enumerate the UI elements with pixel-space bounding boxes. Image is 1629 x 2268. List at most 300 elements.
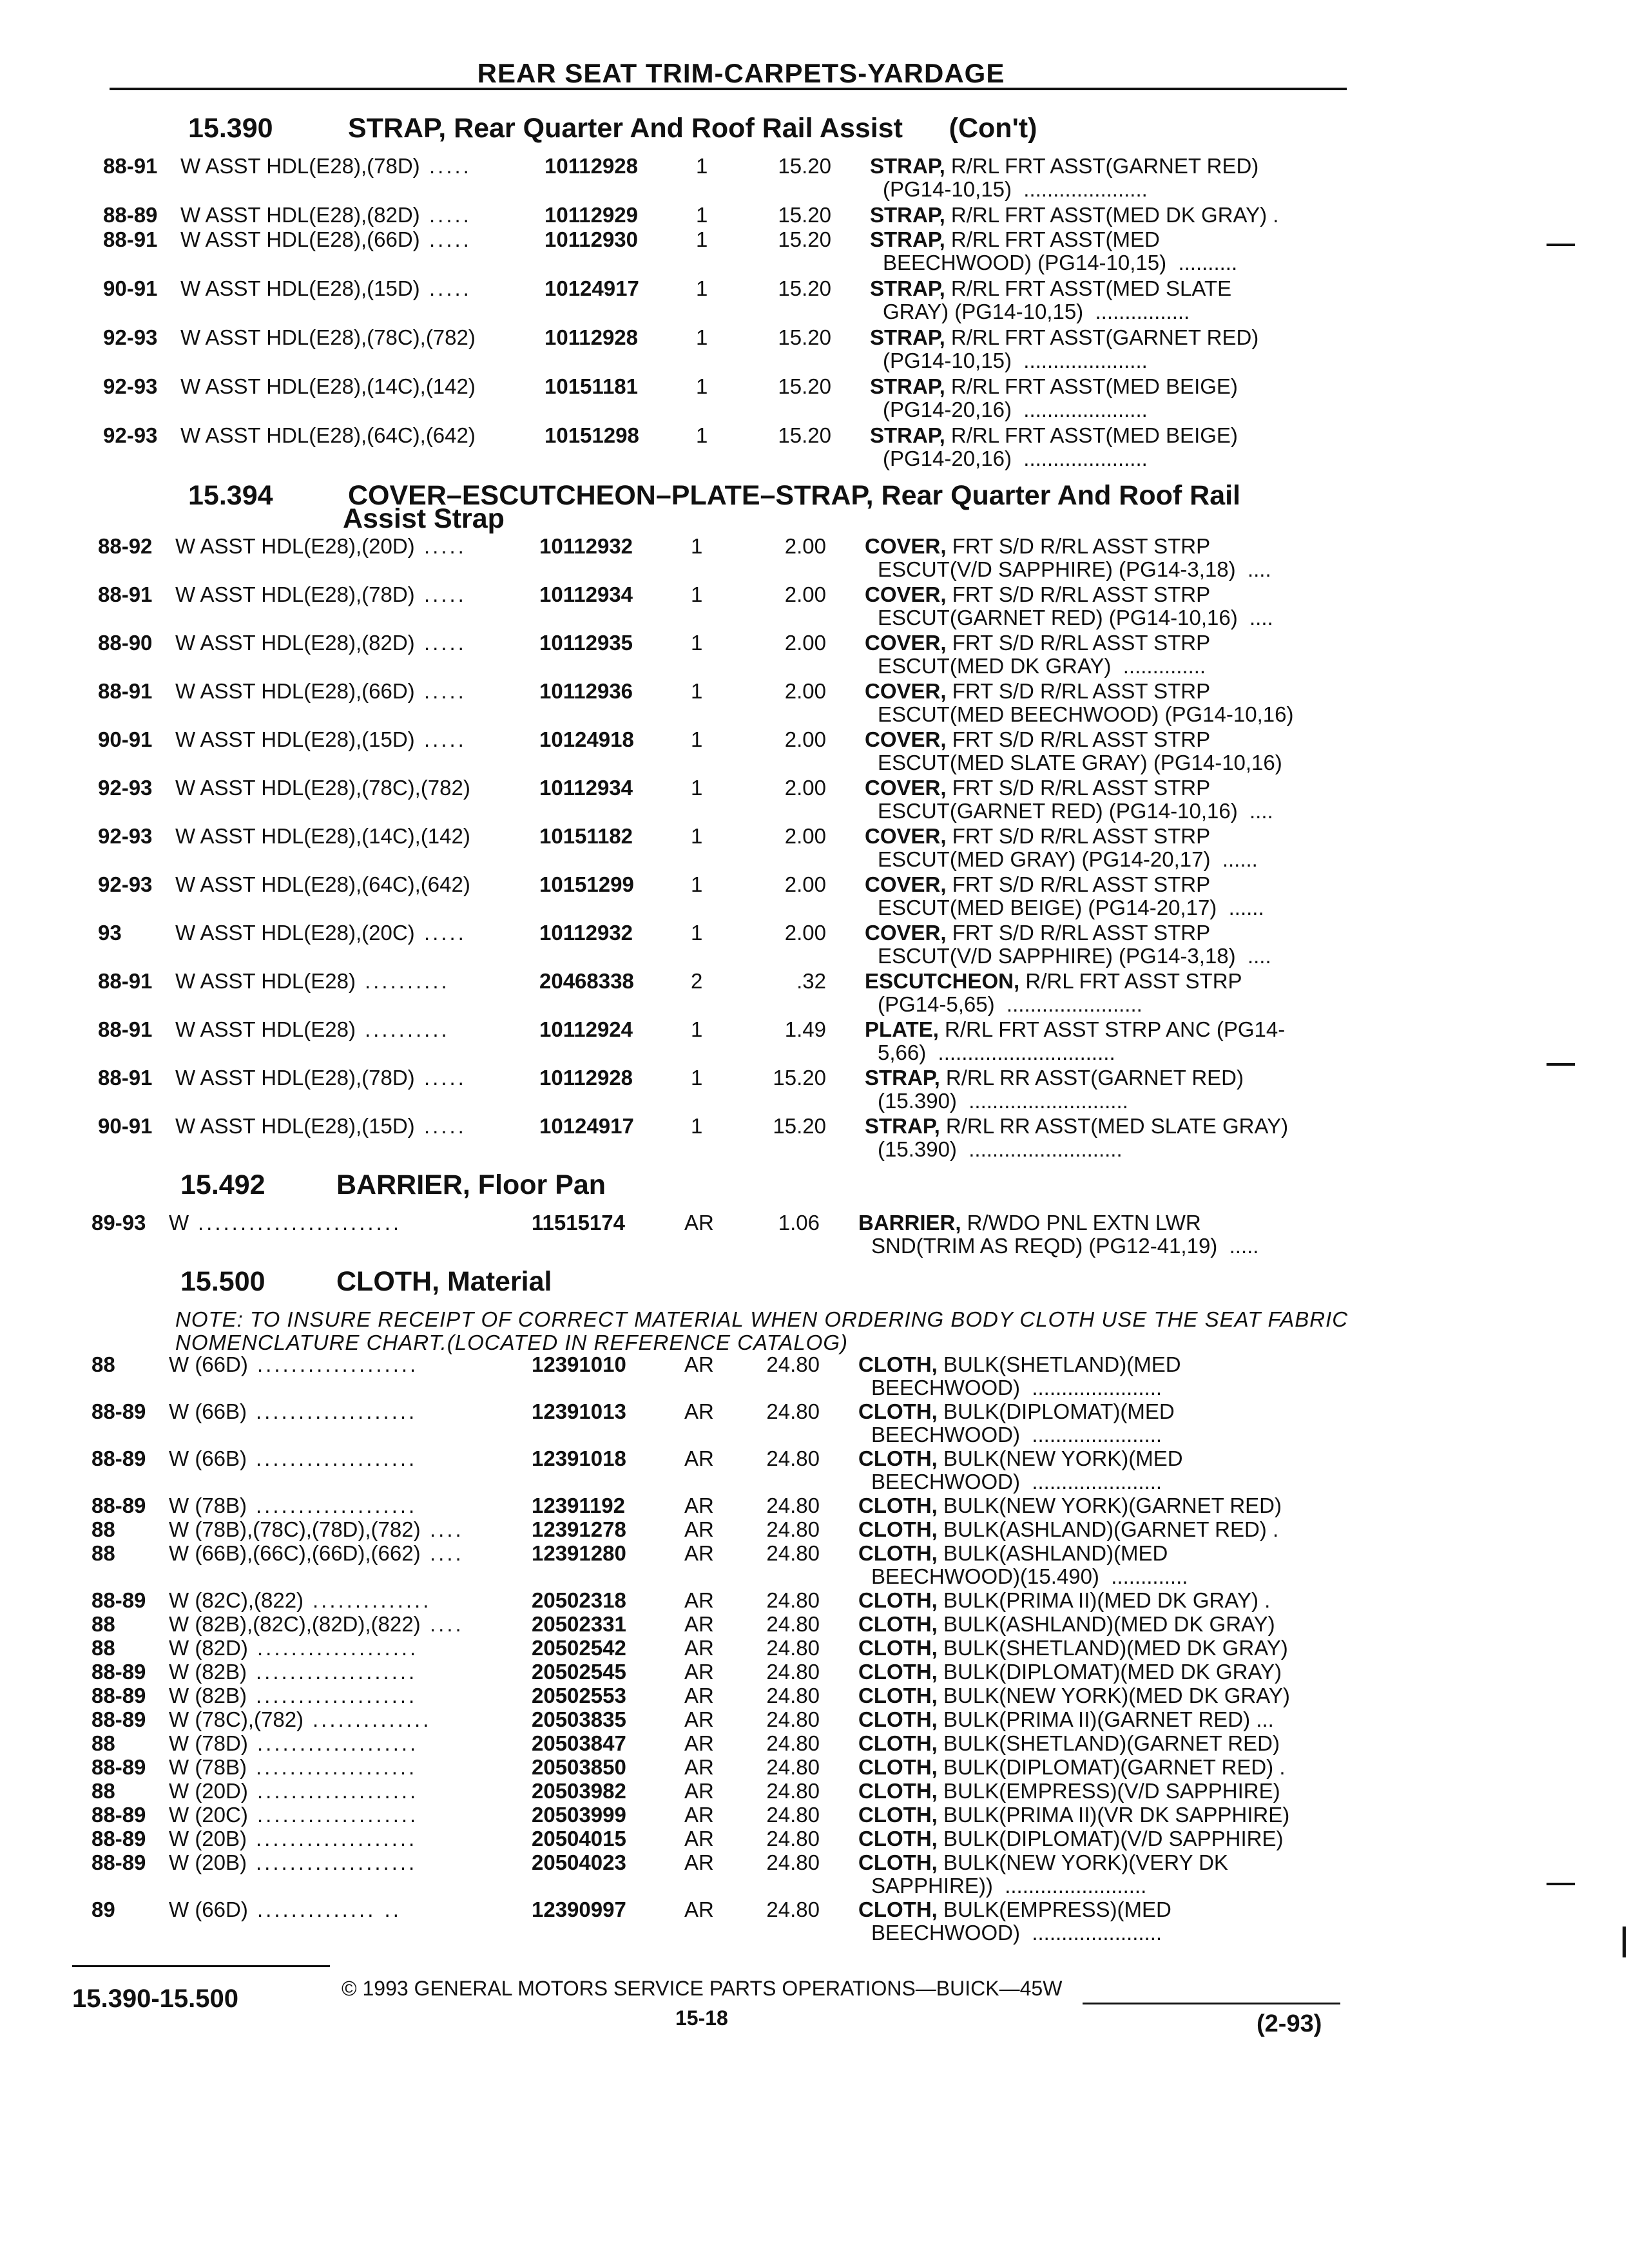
description-text: BULK(DIPLOMAT)(MED — [937, 1399, 1175, 1423]
quantity: AR — [684, 1803, 714, 1827]
description-continued: (PG14-5,65) ....................... — [878, 992, 1142, 1016]
model-code: W ASST HDL(E28),(66D) — [175, 679, 415, 703]
price: 15.20 — [778, 325, 831, 349]
description — [858, 1684, 1290, 1707]
price: 24.80 — [766, 1850, 820, 1874]
price: 2.00 — [784, 727, 826, 751]
quantity: AR — [684, 1660, 714, 1684]
price: 24.80 — [766, 1803, 820, 1827]
leader-dots: ................... — [256, 1850, 418, 1874]
description-noun: ESCUTCHEON, — [865, 969, 1020, 993]
description-text: R/RL RR ASST(GARNET RED) — [940, 1066, 1244, 1090]
leader-dots: ..... — [429, 276, 472, 300]
description-noun: STRAP, — [865, 1114, 940, 1138]
price: 15.20 — [773, 1114, 826, 1138]
description-continued: (PG14-20,16) ..................... — [883, 398, 1148, 421]
quantity: AR — [684, 1684, 714, 1707]
description-noun: CLOTH, — [858, 1399, 938, 1423]
leader-dots: .............. — [313, 1588, 432, 1612]
quantity: AR — [684, 1827, 714, 1850]
description-text: R/RL RR ASST(MED SLATE GRAY) — [940, 1114, 1289, 1138]
model-code: W ASST HDL(E28),(14C),(142) — [180, 374, 476, 398]
section-title: COVER–ESCUTCHEON–PLATE–STRAP, Rear Quarter And Roof Rail — [348, 480, 1241, 511]
price: 2.00 — [784, 631, 826, 655]
part-number: 10112928 — [539, 1066, 633, 1090]
year-range: 88-89 — [92, 1827, 146, 1850]
description — [865, 873, 1210, 896]
leader-dots: ................... — [257, 1352, 419, 1376]
description-noun: CLOTH, — [858, 1446, 938, 1470]
description-noun: CLOTH, — [858, 1636, 938, 1660]
model-code: W (66D) — [169, 1898, 248, 1921]
part-number: 10112928 — [545, 154, 639, 178]
model-code: W (78D) — [169, 1731, 248, 1755]
description-text: BULK(NEW YORK)(GARNET RED) — [937, 1494, 1282, 1517]
model-code: W (78C),(782) — [169, 1707, 304, 1731]
model-code: W (66D) — [169, 1352, 248, 1376]
section-title-continued: Assist Strap — [343, 503, 505, 534]
price: 24.80 — [766, 1636, 820, 1660]
description-text: BULK(SHETLAND)(MED — [937, 1352, 1181, 1376]
year-range: 92-93 — [103, 374, 158, 398]
year-range: 88-89 — [92, 1399, 146, 1423]
leader-dots: .............. — [313, 1707, 432, 1731]
description — [870, 204, 1278, 227]
part-number: 12391192 — [532, 1494, 626, 1517]
model-code: W ASST HDL(E28),(14C),(142) — [175, 824, 470, 848]
year-range: 88-89 — [92, 1803, 146, 1827]
price: 24.80 — [766, 1755, 820, 1779]
leader-dots: ................... — [256, 1446, 418, 1470]
description-noun: CLOTH, — [858, 1707, 938, 1731]
section-number: 15.500 — [180, 1266, 265, 1297]
part-number: 20502553 — [532, 1684, 626, 1707]
margin-mark — [1547, 244, 1575, 246]
description-text: BULK(SHETLAND)(GARNET RED) — [937, 1731, 1280, 1755]
leader-dots: ................... — [256, 1684, 418, 1707]
description-continued: ESCUT(V/D SAPPHIRE) (PG14-3,18) .... — [878, 944, 1271, 968]
footer-rule-right — [1083, 2003, 1340, 2004]
footer-section-range: 15.390-15.500 — [72, 1984, 239, 2013]
part-number: 10112934 — [539, 582, 633, 606]
year-range: 92-93 — [98, 776, 153, 800]
model-code: W ASST HDL(E28) — [175, 969, 356, 993]
description-continued: ESCUT(V/D SAPPHIRE) (PG14-3,18) .... — [878, 557, 1271, 581]
part-number: 10151182 — [539, 824, 633, 848]
description-noun: CLOTH, — [858, 1755, 938, 1779]
description — [865, 825, 1210, 848]
section-title: BARRIER, Floor Pan — [336, 1169, 606, 1200]
year-range: 88-90 — [98, 631, 153, 655]
quantity: 1 — [691, 582, 703, 606]
part-number: 10151181 — [545, 374, 639, 398]
model-code: W (78B) — [169, 1755, 247, 1779]
description — [865, 1115, 1288, 1138]
description — [865, 728, 1210, 751]
section-title: CLOTH, Material — [336, 1266, 552, 1297]
description-noun: STRAP, — [865, 1066, 940, 1090]
description-noun: BARRIER, — [858, 1211, 961, 1235]
description — [858, 1613, 1275, 1636]
model-code: W ASST HDL(E28),(78C),(782) — [180, 325, 476, 349]
part-number: 20503982 — [532, 1779, 626, 1803]
leader-dots: .............. .. — [257, 1898, 401, 1921]
description — [870, 155, 1258, 178]
description-noun: COVER, — [865, 776, 947, 800]
part-number: 20502331 — [532, 1612, 626, 1636]
model-code: W (82D) — [169, 1636, 248, 1660]
footer-rule-left — [72, 1965, 330, 1967]
description-text: R/RL FRT ASST(MED DK GRAY) . — [945, 203, 1279, 227]
price: 15.20 — [778, 423, 831, 447]
leader-dots: ................... — [257, 1779, 419, 1803]
model-code: W ASST HDL(E28),(15D) — [175, 727, 415, 751]
description-text: FRT S/D R/RL ASST STRP — [946, 534, 1211, 558]
part-number: 10112929 — [545, 203, 639, 227]
description — [858, 1542, 1168, 1565]
part-number: 10112935 — [539, 631, 633, 655]
footer-copyright: © 1993 GENERAL MOTORS SERVICE PARTS OPERATIONS—BUICK—45W — [342, 1977, 1063, 2000]
price: 24.80 — [766, 1684, 820, 1707]
year-range: 88-91 — [98, 582, 153, 606]
model-code: W ASST HDL(E28),(78D) — [175, 1066, 415, 1090]
quantity: 1 — [696, 154, 708, 178]
leader-dots: ................... — [256, 1399, 418, 1423]
description-text: R/RL FRT ASST STRP — [1019, 969, 1242, 993]
quantity: 1 — [696, 374, 708, 398]
description — [870, 326, 1258, 349]
part-number: 20502545 — [532, 1660, 626, 1684]
model-code: W (66B) — [169, 1446, 247, 1470]
quantity: 1 — [696, 227, 708, 251]
leader-dots: .... — [430, 1612, 464, 1636]
section-number: 15.390 — [188, 113, 273, 144]
model-code: W (20B) — [169, 1850, 247, 1874]
description-text: FRT S/D R/RL ASST STRP — [946, 727, 1211, 751]
price: 15.20 — [778, 374, 831, 398]
description-noun: COVER, — [865, 824, 947, 848]
description-text: R/WDO PNL EXTN LWR — [961, 1211, 1201, 1235]
section-note: NOTE: TO INSURE RECEIPT OF CORRECT MATERIAL WHEN ORDERING BODY CLOTH USE THE SEAT FABRIC NOMENCLATURE CHART.(LOCATED IN REFERENCE CATALOG) — [175, 1307, 1349, 1354]
description — [865, 970, 1242, 993]
quantity: AR — [684, 1211, 714, 1235]
leader-dots: ................... — [256, 1660, 418, 1684]
description-noun: CLOTH, — [858, 1898, 938, 1921]
year-range: 88 — [92, 1352, 115, 1376]
description — [870, 424, 1238, 447]
description-continued: BEECHWOOD) ...................... — [871, 1423, 1162, 1446]
description-text: R/RL FRT ASST(MED SLATE — [945, 276, 1232, 300]
description-continued: ESCUT(MED SLATE GRAY) (PG14-10,16) — [878, 751, 1282, 774]
description-noun: CLOTH, — [858, 1541, 938, 1565]
description — [858, 1803, 1289, 1827]
year-range: 88 — [92, 1517, 115, 1541]
year-range: 88 — [92, 1779, 115, 1803]
description-noun: COVER, — [865, 631, 947, 655]
description-continued: BEECHWOOD) ...................... — [871, 1470, 1162, 1494]
description-noun: CLOTH, — [858, 1803, 938, 1827]
description-noun: CLOTH, — [858, 1517, 938, 1541]
price: 24.80 — [766, 1352, 820, 1376]
description-noun: COVER, — [865, 582, 947, 606]
part-number: 10112932 — [539, 921, 633, 945]
description — [858, 1637, 1288, 1660]
year-range: 88-91 — [98, 1066, 153, 1090]
year-range: 88-89 — [92, 1707, 146, 1731]
description-noun: CLOTH, — [858, 1827, 938, 1850]
model-code: W ASST HDL(E28),(64C),(642) — [180, 423, 476, 447]
year-range: 89 — [92, 1898, 115, 1921]
description-text: FRT S/D R/RL ASST STRP — [946, 582, 1211, 606]
description-noun: STRAP, — [870, 227, 945, 251]
price: 24.80 — [766, 1779, 820, 1803]
leader-dots: ..... — [429, 227, 472, 251]
description-text: FRT S/D R/RL ASST STRP — [946, 824, 1211, 848]
description-text: R/RL FRT ASST(MED — [945, 227, 1160, 251]
description-continued: BEECHWOOD) ...................... — [871, 1376, 1162, 1399]
price: 2.00 — [784, 534, 826, 558]
description — [865, 1066, 1244, 1090]
leader-dots: ................... — [256, 1494, 418, 1517]
quantity: 1 — [691, 631, 703, 655]
description-continued: ESCUT(MED DK GRAY) .............. — [878, 654, 1206, 678]
model-code: W (66B) — [169, 1399, 247, 1423]
description-noun: CLOTH, — [858, 1588, 938, 1612]
description — [865, 776, 1210, 800]
model-code: W (82B),(82C),(82D),(822) — [169, 1612, 421, 1636]
price: 24.80 — [766, 1399, 820, 1423]
part-number: 20504023 — [532, 1850, 626, 1874]
description-continued: ESCUT(GARNET RED) (PG14-10,16) .... — [878, 799, 1273, 823]
description — [858, 1780, 1280, 1803]
model-code: W ASST HDL(E28),(78D) — [175, 582, 415, 606]
description-text: BULK(PRIMA II)(MED DK GRAY) . — [937, 1588, 1271, 1612]
description-noun: COVER, — [865, 534, 947, 558]
year-range: 88-89 — [103, 203, 158, 227]
part-number: 10124917 — [545, 276, 639, 300]
description — [870, 228, 1160, 251]
description-text: BULK(NEW YORK)(MED DK GRAY) — [937, 1684, 1290, 1707]
description-text: R/RL FRT ASST(MED BEIGE) — [945, 374, 1238, 398]
price: 15.20 — [778, 276, 831, 300]
model-code: W (20C) — [169, 1803, 248, 1827]
quantity: 1 — [691, 1114, 703, 1138]
price: 24.80 — [766, 1446, 820, 1470]
price: 15.20 — [778, 203, 831, 227]
year-range: 88-89 — [92, 1850, 146, 1874]
margin-bar — [1623, 1927, 1626, 1957]
description — [858, 1589, 1270, 1612]
part-number: 10112928 — [545, 325, 639, 349]
leader-dots: .... — [430, 1517, 464, 1541]
description-text: BULK(ASHLAND)(MED — [937, 1541, 1168, 1565]
description-continued: ESCUT(MED BEIGE) (PG14-20,17) ...... — [878, 896, 1264, 919]
description-noun: CLOTH, — [858, 1779, 938, 1803]
part-number: 20502318 — [532, 1588, 626, 1612]
quantity: AR — [684, 1541, 714, 1565]
quantity: AR — [684, 1612, 714, 1636]
leader-dots: ..... — [424, 1114, 467, 1138]
price: 2.00 — [784, 921, 826, 945]
description — [865, 921, 1210, 945]
part-number: 20468338 — [539, 969, 634, 993]
part-number: 10112930 — [545, 227, 639, 251]
description-continued: (15.390) .......................... — [878, 1137, 1123, 1161]
part-number: 12391013 — [532, 1399, 626, 1423]
quantity: AR — [684, 1517, 714, 1541]
description-continued: ESCUT(MED GRAY) (PG14-20,17) ...... — [878, 847, 1258, 871]
quantity: AR — [684, 1898, 714, 1921]
description — [865, 583, 1210, 606]
leader-dots: ..... — [424, 921, 467, 945]
description-continued: BEECHWOOD) (PG14-10,15) .......... — [883, 251, 1238, 274]
price: 24.80 — [766, 1660, 820, 1684]
leader-dots: ................... — [256, 1755, 418, 1779]
description-text: FRT S/D R/RL ASST STRP — [946, 921, 1211, 945]
quantity: 1 — [696, 203, 708, 227]
description — [865, 1018, 1285, 1041]
section-number: 15.394 — [188, 480, 273, 511]
year-range: 93 — [98, 921, 122, 945]
model-code: W (82B) — [169, 1660, 247, 1684]
description-continued: GRAY) (PG14-10,15) ................ — [883, 300, 1190, 323]
quantity: 1 — [691, 1017, 703, 1041]
model-code: W (78B) — [169, 1494, 247, 1517]
year-range: 88-91 — [98, 679, 153, 703]
quantity: 1 — [691, 1066, 703, 1090]
description-text: FRT S/D R/RL ASST STRP — [946, 776, 1211, 800]
year-range: 92-93 — [103, 423, 158, 447]
leader-dots: ................... — [257, 1636, 419, 1660]
quantity: 1 — [691, 921, 703, 945]
quantity: 1 — [696, 276, 708, 300]
quantity: AR — [684, 1352, 714, 1376]
model-code: W (82B) — [169, 1684, 247, 1707]
description — [865, 631, 1210, 655]
year-range: 88-89 — [92, 1588, 146, 1612]
description — [858, 1756, 1286, 1779]
description-text: BULK(EMPRESS)(MED — [937, 1898, 1171, 1921]
quantity: 1 — [696, 423, 708, 447]
year-range: 88-89 — [92, 1494, 146, 1517]
part-number: 12391010 — [532, 1352, 626, 1376]
description-text: FRT S/D R/RL ASST STRP — [946, 679, 1211, 703]
description-continued: (PG14-10,15) ..................... — [883, 177, 1148, 201]
price: 1.06 — [778, 1211, 820, 1235]
model-code: W — [169, 1211, 189, 1235]
description — [858, 1660, 1282, 1684]
description-noun: STRAP, — [870, 374, 945, 398]
description-noun: COVER, — [865, 679, 947, 703]
model-code: W (66B),(66C),(66D),(662) — [169, 1541, 421, 1565]
description-noun: CLOTH, — [858, 1352, 938, 1376]
year-range: 90-91 — [98, 727, 153, 751]
model-code: W ASST HDL(E28),(78D) — [180, 154, 420, 178]
price: 1.49 — [784, 1017, 826, 1041]
section-number: 15.492 — [180, 1169, 265, 1200]
description-continued: (15.390) ........................... — [878, 1089, 1128, 1113]
model-code: W ASST HDL(E28),(20D) — [175, 534, 415, 558]
description-noun: COVER, — [865, 921, 947, 945]
margin-mark — [1547, 1063, 1575, 1066]
description-noun: STRAP, — [870, 276, 945, 300]
description-continued: SAPPHIRE)) ........................ — [871, 1874, 1147, 1898]
price: 24.80 — [766, 1517, 820, 1541]
year-range: 88-91 — [103, 227, 158, 251]
part-number: 20503999 — [532, 1803, 626, 1827]
model-code: W (82C),(822) — [169, 1588, 304, 1612]
year-range: 88 — [92, 1731, 115, 1755]
price: 15.20 — [773, 1066, 826, 1090]
quantity: AR — [684, 1707, 714, 1731]
price: 15.20 — [778, 227, 831, 251]
description — [858, 1518, 1278, 1541]
description-noun: COVER, — [865, 872, 947, 896]
description-text: R/RL FRT ASST STRP ANC (PG14- — [938, 1017, 1286, 1041]
description-continued: 5,66) .............................. — [878, 1041, 1115, 1064]
part-number: 20502542 — [532, 1636, 626, 1660]
quantity: AR — [684, 1850, 714, 1874]
year-range: 88-91 — [98, 1017, 153, 1041]
part-number: 11515174 — [532, 1211, 626, 1235]
model-code: W ASST HDL(E28),(82D) — [180, 203, 420, 227]
price: 24.80 — [766, 1588, 820, 1612]
price: 24.80 — [766, 1494, 820, 1517]
description — [870, 375, 1238, 398]
description — [858, 1708, 1274, 1731]
description-noun: STRAP, — [870, 154, 945, 178]
description-text: BULK(PRIMA II)(GARNET RED) ... — [937, 1707, 1274, 1731]
leader-dots: ..... — [429, 203, 472, 227]
description-text: BULK(ASHLAND)(GARNET RED) . — [937, 1517, 1279, 1541]
model-code: W (20B) — [169, 1827, 247, 1850]
leader-dots: ................... — [257, 1731, 419, 1755]
part-number: 10124917 — [539, 1114, 634, 1138]
description-noun: CLOTH, — [858, 1660, 938, 1684]
model-code: W ASST HDL(E28),(15D) — [180, 276, 420, 300]
leader-dots: ..... — [424, 679, 467, 703]
model-code: W (20D) — [169, 1779, 248, 1803]
year-range: 92-93 — [98, 872, 153, 896]
description — [858, 1898, 1171, 1921]
year-range: 92-93 — [98, 824, 153, 848]
description-text: BULK(ASHLAND)(MED DK GRAY) — [937, 1612, 1275, 1636]
year-range: 92-93 — [103, 325, 158, 349]
quantity: AR — [684, 1588, 714, 1612]
part-number: 10151298 — [545, 423, 639, 447]
part-number: 10112924 — [539, 1017, 633, 1041]
price: 2.00 — [784, 824, 826, 848]
price: 24.80 — [766, 1541, 820, 1565]
leader-dots: ........................ — [198, 1211, 402, 1235]
description-noun: CLOTH, — [858, 1850, 938, 1874]
quantity: 1 — [691, 679, 703, 703]
year-range: 90-91 — [98, 1114, 153, 1138]
year-range: 88 — [92, 1636, 115, 1660]
description — [858, 1494, 1282, 1517]
section-title: STRAP, Rear Quarter And Roof Rail Assist (Con't) — [348, 113, 1037, 144]
quantity: AR — [684, 1755, 714, 1779]
description — [865, 535, 1210, 558]
leader-dots: .......... — [365, 969, 450, 993]
page-title: REAR SEAT TRIM-CARPETS-YARDAGE — [477, 58, 1005, 88]
description-continued: SND(TRIM AS REQD) (PG12-41,19) ..... — [871, 1234, 1259, 1258]
description-text: R/RL FRT ASST(MED BEIGE) — [945, 423, 1238, 447]
description — [858, 1827, 1283, 1850]
description — [858, 1851, 1228, 1874]
part-number: 12391018 — [532, 1446, 626, 1470]
description-continued: (PG14-20,16) ..................... — [883, 447, 1148, 470]
